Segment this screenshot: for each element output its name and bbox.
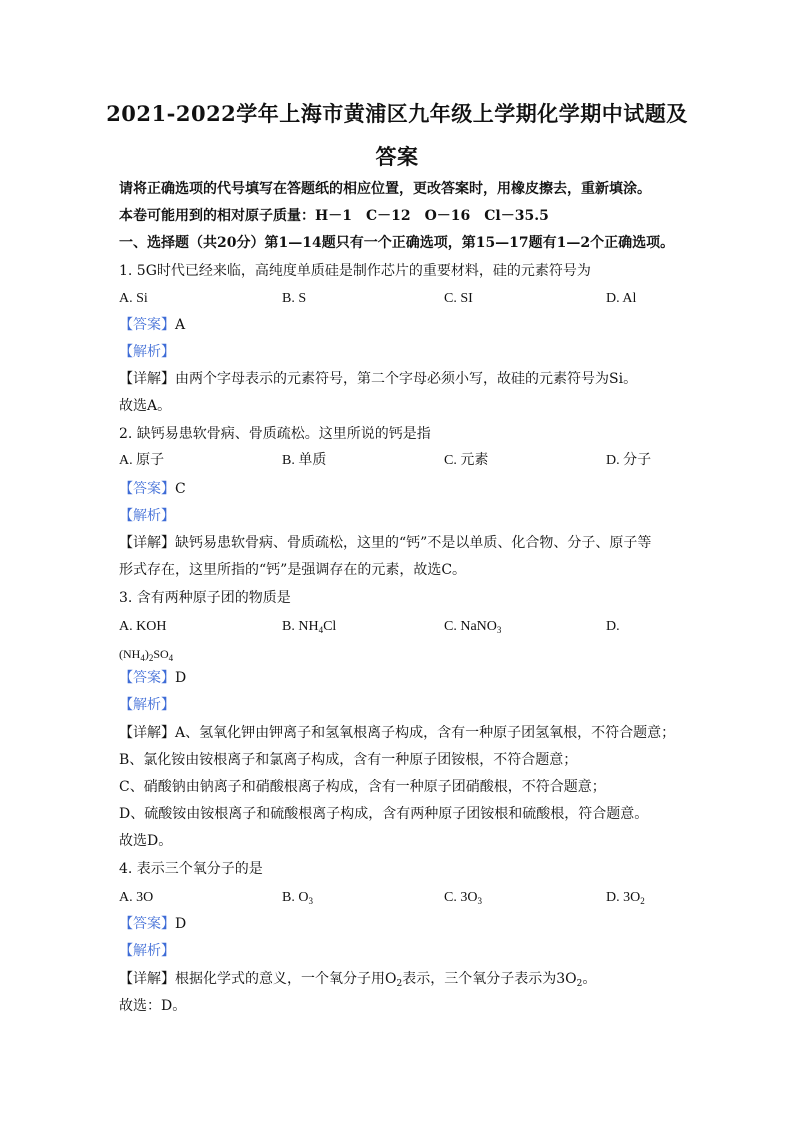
q4-d-sub: 2 xyxy=(640,896,645,906)
q2-analysis-label: 【解析】 xyxy=(119,508,175,524)
q1-option-b: B. S xyxy=(282,291,307,306)
q4-c-sub: 3 xyxy=(477,896,482,906)
q4-option-b xyxy=(282,889,313,907)
q4-option-c xyxy=(444,889,482,907)
q3-d-sub1: 4 xyxy=(140,653,145,663)
q2-stem: 2. 缺钙易患软骨病、骨质疏松。这里所说的钙是指 xyxy=(119,426,431,442)
q3-stem: 3. 含有两种原子团的物质是 xyxy=(119,590,291,606)
q4-detail-text1: 根据化学式的意义，一个氧分子用O xyxy=(175,971,397,987)
q1-detail xyxy=(119,370,637,388)
instruction-line2: 本卷可能用到的相对原子质量：H－1 C－12 O－16 Cl－35.5 xyxy=(119,208,549,224)
q3-detail-line3: C、硝酸钠由钠离子和硝酸根离子构成，含有一种原子团硝酸根，不符合题意； xyxy=(119,779,606,795)
q3-option-d-formula xyxy=(119,645,173,663)
q3-answer-value: D xyxy=(175,670,187,686)
q3-option-c xyxy=(444,618,501,636)
q4-detail-sub1: 2 xyxy=(396,979,403,989)
q1-option-a: A. Si xyxy=(119,291,148,306)
q3-b-text: B. NH xyxy=(282,619,319,634)
page-title-line1: 2021-2022学年上海市黄浦区九年级上学期化学期中试题及 xyxy=(106,101,688,126)
q3-d-sub3: 4 xyxy=(168,653,174,663)
answer-label: 【答案】 xyxy=(119,670,175,686)
q1-stem: 1. 5G时代已经来临，高纯度单质硅是制作芯片的重要材料，硅的元素符号为 xyxy=(119,263,591,279)
section-heading: 一、选择题（共20分）第1—14题只有一个正确选项，第15—17题有1—2个正确选项。 xyxy=(119,235,675,251)
q4-conclusion: 故选：D。 xyxy=(119,998,187,1014)
q3-option-d: D. xyxy=(606,619,620,634)
q3-d-text3: SO xyxy=(153,647,169,661)
q3-d-text2: ) xyxy=(144,647,149,661)
q3-detail-text1: A、氢氧化钾由钾离子和氢氧根离子构成，含有一种原子团氢氧根，不符合题意； xyxy=(175,725,676,741)
detail-label: 【详解】 xyxy=(119,371,175,387)
q2-option-a: A. 原子 xyxy=(119,453,165,468)
q3-option-b xyxy=(282,618,336,636)
q3-detail-line2: B、氯化铵由铵根离子和氯离子构成，含有一种原子团铵根，不符合题意； xyxy=(119,752,578,768)
q2-detail-line2: 形式存在，这里所指的“钙”是强调存在的元素，故选C。 xyxy=(119,562,467,578)
page-title-line2: 答案 xyxy=(375,144,419,169)
q2-answer-value: C xyxy=(175,481,186,497)
q1-detail-text: 由两个字母表示的元素符号，第二个字母必须小写，故硅的元素符号为Si。 xyxy=(175,371,638,387)
answer-label: 【答案】 xyxy=(119,481,175,497)
q3-analysis-label: 【解析】 xyxy=(119,697,175,713)
detail-label: 【详解】 xyxy=(119,725,175,741)
q4-d-text: D. 3O xyxy=(606,890,641,905)
q4-answer-value: D xyxy=(175,916,187,932)
instruction-line1: 请将正确选项的代号填写在答题纸的相应位置，更改答案时，用橡皮擦去，重新填涂。 xyxy=(119,181,651,197)
q1-answer-value: A xyxy=(175,317,186,333)
q4-answer xyxy=(119,915,186,933)
q3-b-post: Cl xyxy=(323,619,337,634)
q4-b-text: B. O xyxy=(282,890,309,905)
q1-answer xyxy=(119,316,185,334)
q3-c-sub: 3 xyxy=(496,625,502,635)
detail-label: 【详解】 xyxy=(119,535,175,551)
detail-label: 【详解】 xyxy=(119,971,175,987)
q3-conclusion: 故选D。 xyxy=(119,833,173,849)
q4-detail-sub2: 2 xyxy=(576,979,583,989)
q1-option-d: D. Al xyxy=(606,291,637,306)
q2-option-d: D. 分子 xyxy=(606,453,652,468)
q2-answer xyxy=(119,480,186,498)
q2-option-c: C. 元素 xyxy=(444,453,489,468)
q3-detail-line1 xyxy=(119,724,675,742)
q2-detail-text1: 缺钙易患软骨病、骨质疏松，这里的“钙”不是以单质、化合物、分子、原子等 xyxy=(175,535,652,551)
q4-option-a: A. 3O xyxy=(119,890,154,905)
q4-detail-text3: 。 xyxy=(582,971,597,987)
q4-detail-text2: 表示，三个氧分子表示为3O xyxy=(402,971,577,987)
answer-label: 【答案】 xyxy=(119,916,175,932)
q3-b-sub: 4 xyxy=(318,625,324,635)
q2-option-b: B. 单质 xyxy=(282,453,327,468)
q1-analysis-label: 【解析】 xyxy=(119,344,175,360)
answer-label: 【答案】 xyxy=(119,317,175,333)
q4-c-text: C. 3O xyxy=(444,890,478,905)
q3-detail-line4: D、硫酸铵由铵根离子和硫酸根离子构成，含有两种原子团铵根和硫酸根，符合题意。 xyxy=(119,806,649,822)
q2-detail-line1 xyxy=(119,534,651,552)
q3-d-sub2: 2 xyxy=(148,653,154,663)
q3-option-a: A. KOH xyxy=(119,619,167,634)
q3-answer xyxy=(119,669,186,687)
q1-option-c: C. SI xyxy=(444,291,473,306)
q3-d-text1: (NH xyxy=(119,647,141,661)
q1-conclusion: 故选A。 xyxy=(119,398,172,414)
q3-c-text: C. NaNO xyxy=(444,619,497,634)
q4-stem: 4. 表示三个氧分子的是 xyxy=(119,861,263,877)
q4-b-sub: 3 xyxy=(308,896,313,906)
q4-option-d xyxy=(606,889,645,907)
q4-analysis-label: 【解析】 xyxy=(119,943,175,959)
q4-detail xyxy=(119,970,596,988)
